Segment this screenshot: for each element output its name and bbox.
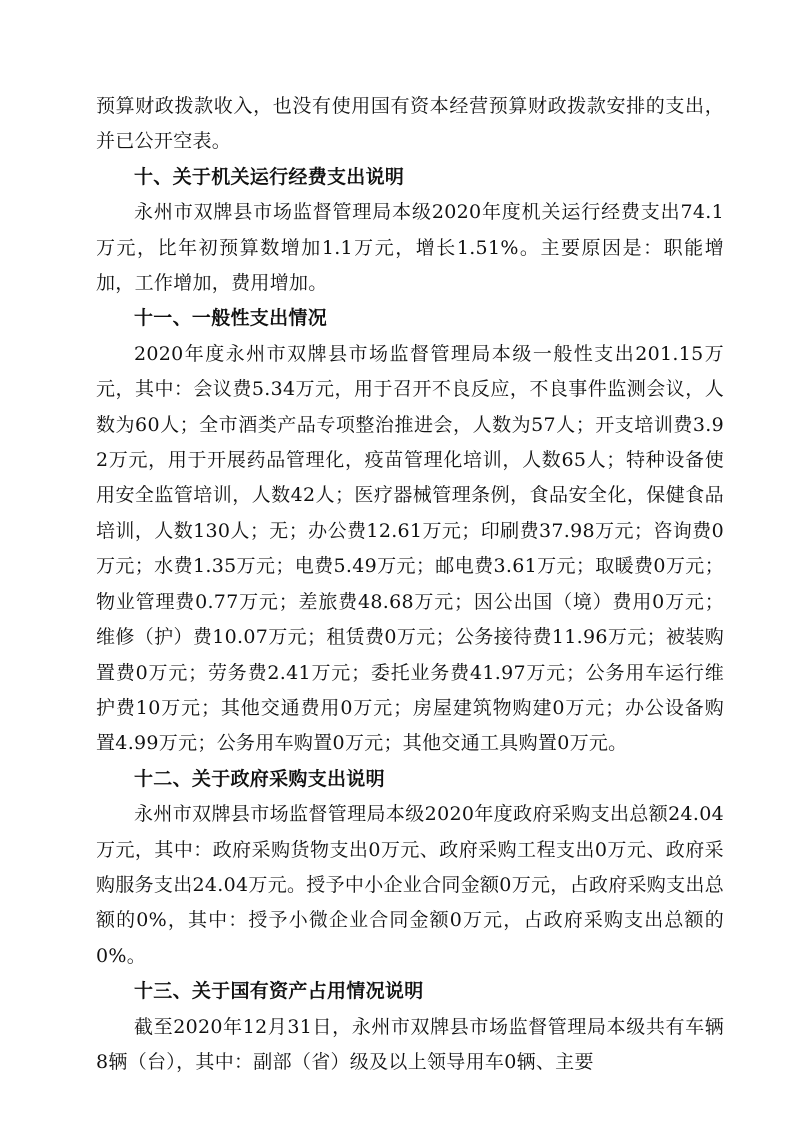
section-heading-10: 十、关于机关运行经费支出说明 bbox=[134, 165, 405, 188]
intro-paragraph: 预算财政拨款收入，也没有使用国有资本经营预算财政拨款安排的支出，并已公开空表。 bbox=[96, 95, 724, 153]
section-13-paragraph: 截至2020年12月31日，永州市双牌县市场监督管理局本级共有车辆8辆（台），其中：副部（省）级及以上领导用车0辆、主要 bbox=[96, 1015, 724, 1073]
section-heading-12: 十二、关于政府采购支出说明 bbox=[134, 767, 385, 790]
section-11-paragraph: 2020年度永州市双牌县市场监督管理局本级一般性支出201.15万元，其中：会议费5.34万元，用于召开不良反应，不良事件监测会议，人数为60人；全市酒类产品专项整治推进会，人数为57人；开支培训费3.92万元，用于开展药品管理化，疫苗管理化培训，人数65人；特种设备使用安全监管培训，人数42人；医疗器械管理条例，食品安全化，保健食品培训，人数130人；无；办公费12.61万元；印刷费37.98万元；咨询费0万元；水费1.35万元；电费5.49万元；邮电费3.61万元；取暖费0万元；物业管理费0.77万元；差旅费48.68万元；因公出国（境）费用0万元；维修（护）费10.07万元；租赁费0万元；公务接待费11.96万元；被装购置费0万元；劳务费2.41万元；委托业务费41.97万元；公务用车运行维护费10万元；其他交通费用0万元；房屋建筑物购建0万元；办公设备购置4.99万元；公务用车购置0万元；其他交通工具购置0万元。 bbox=[96, 342, 724, 755]
section-10-paragraph: 永州市双牌县市场监督管理局本级2020年度机关运行经费支出74.1万元，比年初预算数增加1.1万元，增长1.51%。主要原因是：职能增加，工作增加，费用增加。 bbox=[96, 201, 724, 295]
document-page bbox=[96, 89, 724, 1080]
section-heading-13: 十三、关于国有资产占用情况说明 bbox=[134, 980, 424, 1003]
section-heading-11: 十一、一般性支出情况 bbox=[134, 307, 328, 330]
section-12-paragraph: 永州市双牌县市场监督管理局本级2020年度政府采购支出总额24.04万元，其中：政府采购货物支出0万元、政府采购工程支出0万元、政府采购服务支出24.04万元。授予中小企业合同金额0万元，占政府采购支出总额的0%，其中：授予小微企业合同金额0万元，占政府采购支出总额的0%。 bbox=[96, 803, 724, 967]
